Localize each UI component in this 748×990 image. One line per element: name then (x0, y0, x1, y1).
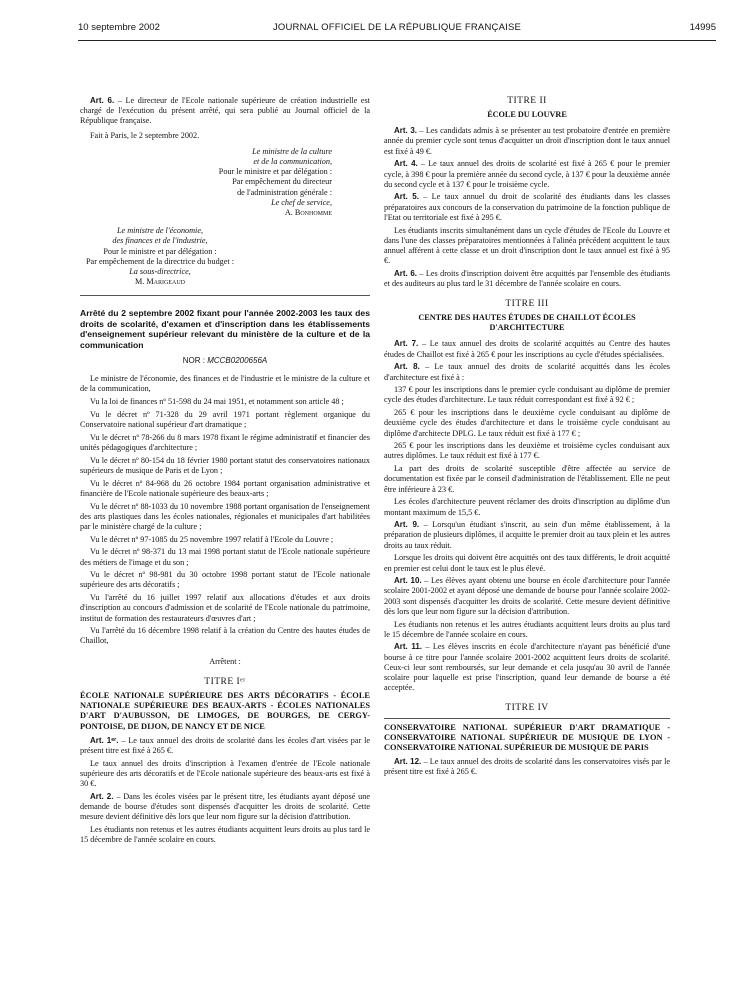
article-3 (384, 126, 670, 157)
visa: Vu l'arrêté du 16 juillet 1997 relatif aux allocations d'études et aux droits d'inscription au concours d'admission et de scolarité de l'Ecole nationale du patrimoine, institut de formation des restaurateurs d'œuvres d'art ; (80, 593, 370, 623)
visa: Vu le décret nº 88-1033 du 10 novembre 1988 portant organisation de l'enseignement des arts plastiques dans les écoles nationales, régionales et municipales d'art habilitées par le ministère chargé de la culture ; (80, 501, 370, 531)
article-number: Art. 6. (90, 96, 115, 105)
article-text: – Le taux annuel des droits de scolarité acquittés au Centre des hautes études de Chaillot est fixé à 265 € pour les inscriptions au cycle d'études spécialisées. (384, 339, 671, 359)
signature-line: Pour le ministre et par délégation : (218, 167, 332, 177)
signature-name: A. Bonhomme (284, 208, 332, 218)
article-8-item: 265 € pour les inscriptions dans les deuxième et troisième cycles conduisant aux autres diplômes. Le taux réduit est fixé à 177 €. (384, 441, 670, 461)
article-number: Art. 6. (394, 268, 418, 278)
visa: Vu l'arrêté du 16 décembre 1998 relatif à la création du Centre des hautes études de Chaillot, (80, 626, 370, 646)
titre-1-heading: ÉCOLE NATIONALE SUPÉRIEURE DES ARTS DÉCORATIFS - ÉCOLE NATIONALE SUPÉRIEURE DES BEAUX-ARTS - ÉCOLES NATIONALES D'ART D'AUBUSSON, DE LIMOGES, DE BOURGES, DE CERGY-PONTOISE, DE DIJON, DE NANCY ET DE NICE (80, 691, 370, 731)
titre-4-heading: CONSERVATOIRE NATIONAL SUPÉRIEUR D'ART DRAMATIQUE - CONSERVATOIRE NATIONAL SUPÉRIEUR DE MUSIQUE DE LYON - CONSERVATOIRE NATIONAL SUPÉRIEUR DE MUSIQUE DE PARIS (384, 722, 670, 753)
article-number: Art. 4. (394, 159, 418, 169)
article-number: Art. 8. (394, 362, 420, 372)
visa: Vu le décret nº 98-981 du 30 octobre 1998 portant statut de l'Ecole nationale supérieure des arts décoratifs ; (80, 570, 370, 590)
article-12 (384, 757, 670, 777)
article-number: Art. 1ᵉʳ. (90, 735, 119, 745)
header-journal-title: JOURNAL OFFICIEL DE LA RÉPUBLIQUE FRANÇAISE (272, 22, 522, 33)
article-1 (80, 736, 370, 756)
signature-line: La sous-directrice, (129, 267, 191, 277)
visa: Vu le décret nº 84-968 du 26 octobre 1984 portant organisation administrative et financière de l'Ecole nationale supérieure des beaux-arts ; (80, 478, 370, 498)
article-2 (80, 792, 370, 823)
article-text: – Le directeur de l'Ecole nationale supérieure de création industrielle est chargé de l'exécution du présent arrêté, qui sera publié au Journal officiel de la République française. (80, 96, 370, 126)
article-number: Art. 7. (394, 339, 419, 349)
signature-block-culture (80, 147, 370, 218)
article-8-item: La part des droits de scolarité susceptible d'être affectée au service de documentation est fixée par le conseil d'administration de l'établissement. Elle ne peut être inférieure à 23 €. (384, 464, 670, 494)
visa: Vu le décret nº 71-328 du 29 avril 1971 portant règlement organique du Conservatoire national supérieur d'art dramatique ; (80, 409, 370, 430)
signature-line: Par empêchement du directeur (232, 177, 332, 187)
visa: Vu la loi de finances nº 51-598 du 24 mai 1951, et notamment son article 48 ; (90, 397, 344, 407)
article-5-paragraph: Les étudiants inscrits simultanément dans un cycle d'études de l'Ecole du Louvre et dans l'une des classes préparatoires mentionnées à l'alinéa précédent acquittent le taux annuel afférent à cette classe et un droit d'inscription dont le taux annuel est fixé à 95 €. (384, 225, 670, 266)
article-number: Art. 9. (394, 520, 420, 530)
article-text: – Les droits d'inscription doivent être acquittés par l'ensemble des étudiants et des auditeurs au plus tard le 31 décembre de l'année scolaire en cours. (384, 268, 670, 289)
header-rule (78, 40, 716, 41)
visa: Vu le décret nº 97-1085 du 25 novembre 1997 relatif à l'Ecole du Louvre ; (90, 534, 334, 544)
signature-line: des finances et de l'industrie, (112, 236, 208, 246)
titre-3: TITRE III (505, 299, 549, 310)
article-text: – Lorsqu'un étudiant s'inscrit, au sein d'un même établissement, à la préparation de plusieurs diplômes, il acquitte le premier droit au taux plein et les autres droits au taux réduit. (384, 520, 670, 550)
article-10 (384, 576, 670, 617)
header-page-number: 14995 (689, 22, 716, 33)
article-2-paragraph: Les étudiants non retenus et les autres étudiants acquittent leurs droits au plus tard le 15 décembre de l'année scolaire en cours. (80, 825, 370, 845)
signature-line: Par empêchement de la directrice du budget : (86, 256, 234, 266)
header-date: 10 septembre 2002 (78, 22, 160, 33)
arretent: Arrêtent : (209, 656, 241, 666)
article-6-right (384, 269, 670, 289)
article-9 (384, 520, 670, 551)
signature-block-economie (80, 226, 370, 287)
article-10-paragraph: Les étudiants non retenus et les autres étudiants acquittent leurs droits au plus tard le 15 décembre de l'année scolaire en cours. (384, 619, 670, 639)
article-8 (384, 362, 670, 382)
article-number: Art. 5. (394, 192, 419, 202)
section-separator (80, 295, 370, 296)
visa: Vu le décret nº 98-371 du 13 mai 1998 portant statut de l'Ecole nationale supérieure des métiers de l'image et du son ; (80, 547, 370, 567)
signature-line: Le ministre de la culture (252, 146, 332, 156)
section-separator (384, 718, 670, 719)
signature-line: Le ministre de l'économie, (116, 226, 204, 236)
nor-code: MCCB0200656A (207, 356, 268, 366)
titre-4: TITRE IV (505, 703, 549, 714)
article-5 (384, 192, 670, 223)
article-number: Art. 10. (394, 576, 422, 586)
visa: Le ministre de l'économie, des finances et de l'industrie et le ministre de la culture et de la communication, (80, 374, 370, 394)
signature-name: M. Marigeaud (135, 277, 185, 287)
titre-2-heading: ÉCOLE DU LOUVRE (487, 110, 567, 120)
left-column (80, 96, 370, 848)
article-text: – Le taux annuel des droits de scolarité dans les conservatoires visés par le présent titre est fixé à 265 €. (384, 757, 670, 777)
article-1-paragraph: Le taux annuel des droits d'inscription à l'examen d'entrée de l'Ecole nationale supérieure des arts décoratifs et de l'Ecole nationale supérieure des beaux-arts est fixé à 30 €. (80, 758, 370, 789)
article-text: – Le taux annuel du droit de scolarité des étudiants dans les classes préparatoires aux concours de la conservation du patrimoine de la fonction publique de l'Etat ou territoriale est fixé à 295 €. (384, 192, 671, 222)
article-7 (384, 339, 670, 359)
page-header (78, 22, 716, 36)
article-text: – Les élèves ayant obtenu une bourse en école d'architecture pour l'année scolaire 2001-2002 et ayant déposé une demande de bourse pour l'année scolaire 2002-2003 sont dispensés d'acquitter les droits de scolarité. Cette mesure devient définitive dès lors que leur nom figure sur la décision d'attribution. (384, 576, 670, 616)
article-text: – Les candidats admis à se présenter au test probatoire d'entrée en première année du premier cycle sont tenus d'acquitter un droit d'inscription dont le taux annuel est fixé à 49 €. (384, 126, 670, 156)
right-column (384, 96, 670, 780)
signature-line: Le chef de service, (271, 197, 332, 207)
nor-reference (80, 356, 370, 366)
article-11 (384, 642, 670, 693)
article-8-item: Les écoles d'architecture peuvent réclamer des droits d'inscription au diplôme d'un montant maximum de 15,5 €. (384, 497, 670, 517)
titre-1: TITRE Iᵉʳ (204, 676, 246, 687)
titre-3-heading: CENTRE DES HAUTES ÉTUDES DE CHAILLOT ÉCOLES D'ARCHITECTURE (418, 313, 636, 333)
article-text: – Les élèves inscrits en école d'architecture n'ayant pas bénéficié d'une bourse à ce titre pour l'année scolaire 2001-2002 acquittent leurs droits de scolarité. Ceux-ci leur sont remboursés, sur leur demande et cela jusqu'au 30 avril de l'année scolaire pour laquelle est prise l'inscription, quand leur demande de bourse a été acceptée. (384, 642, 670, 693)
signature-line: Pour le ministre et par délégation : (103, 246, 217, 256)
article-text: – Dans les écoles visées par le présent titre, les étudiants ayant déposé une demande de bourse d'études sont dispensés d'acquitter les droits de scolarité. Cette mesure devient définitive dès lors que leur nom figure sur la décision d'attribution. (80, 791, 371, 822)
article-text: – Le taux annuel des droits de scolarité est fixé à 265 € pour le premier cycle, à 398 € pour la première année du second cycle, à 137 € pour la deuxième année du second cycle et à 137 € pour le troisième cycle. (384, 159, 671, 189)
signature-line: de l'administration générale : (237, 187, 332, 197)
article-number: Art. 3. (394, 126, 418, 136)
titre-2: TITRE II (507, 96, 547, 106)
article-6-left (80, 96, 370, 127)
nor-label: NOR : (182, 356, 208, 366)
article-number: Art. 2. (90, 791, 114, 801)
article-text: – Le taux annuel des droits de scolarité acquittés dans les écoles d'architecture est fixé à : (384, 362, 670, 382)
article-9-paragraph: Lorsque les droits qui doivent être acquittés ont des taux différents, le droit acquitté en premier est celui dont le taux est le plus élevé. (384, 553, 670, 573)
fait-a-paris: Fait à Paris, le 2 septembre 2002. (90, 130, 200, 140)
article-number: Art. 12. (394, 757, 422, 767)
article-text: – Le taux annuel des droits de scolarité dans les écoles d'art visées par le présent titre est fixé à 265 €. (80, 735, 370, 756)
article-number: Art. 11. (394, 642, 423, 652)
visa: Vu le décret nº 80-154 du 18 février 1980 portant statut des conservatoires nationaux supérieurs de musique de Paris et de Lyon ; (80, 455, 370, 475)
article-8-item: 137 € pour les inscriptions dans le premier cycle conduisant au diplôme de premier cycle des études d'architecture. Le taux réduit correspondant est fixé à 92 € ; (384, 385, 670, 405)
article-4 (384, 159, 670, 190)
arrete-title: Arrêté du 2 septembre 2002 fixant pour l'année 2002-2003 les taux des droits de scolarité, d'examen et d'inscription dans les établissements d'enseignement supérieur relevant du ministère de la culture et de la communication (80, 308, 370, 350)
article-8-item: 265 € pour les inscriptions dans le deuxième cycle conduisant au diplôme de deuxième cycle des études d'architecture et dans le troisième cycle conduisant au diplôme d'architecte DPLG. Le taux réduit est fixé à 177 € ; (384, 408, 670, 438)
visa: Vu le décret nº 78-266 du 8 mars 1978 fixant le régime administratif et financier des unités pédagogiques d'architecture ; (80, 432, 370, 452)
signature-line: et de la communication, (253, 157, 332, 167)
